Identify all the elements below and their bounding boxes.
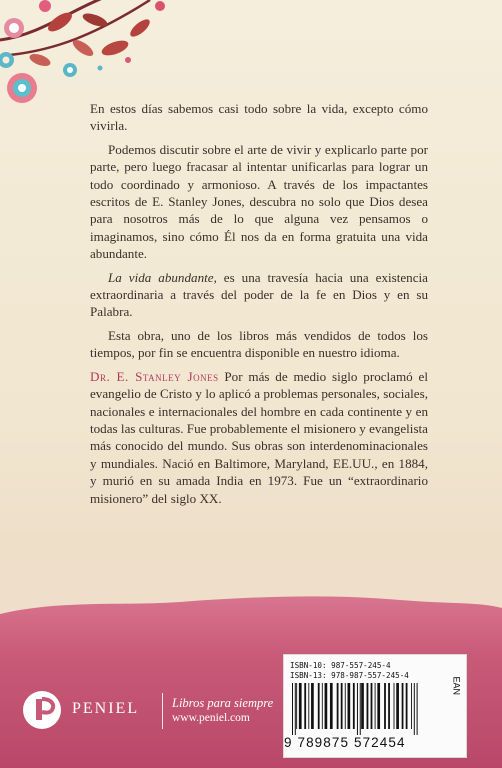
barcode-bars [290,683,450,735]
paragraph-book-title-rest: , es una travesía hacia una existencia extraordinaria a través del poder de la fe en Dios y en su Palabra. [90,269,428,320]
barcode-label [283,654,467,758]
paragraph-book-title [90,269,428,321]
paragraph-bestseller: Esta obra, uno de los libros más vendidos de todos los tiempos, por fin se encuentra disponible en nuestro idioma. [90,327,428,361]
publisher-name: PENIEL [72,700,140,717]
author-bio [90,368,428,507]
floral-decoration [0,0,180,115]
paragraph-intro: En estos días sabemos casi todo sobre la vida, excepto cómo vivirla. [90,101,428,134]
ean-label: EAN [452,676,462,695]
publisher-website: www.peniel.com [172,712,250,724]
book-title: La vida abundante [108,269,214,285]
paragraph-art-of-living: Podemos discutir sobre el arte de vivir y explicarlo parte por parte, pero luego fracasar al intentar unificarlas para lograr un todo coordinado y armonioso. A través de los impactantes escritos de E. Stanley Jones, descubra no solo que Dios desea para nosotros más de lo que alguna vez pensamos o imaginamos, sino cómo Él nos da en forma gratuita una vida abundante. [90,141,428,262]
author-name: Dr. E. Stanley Jones [90,368,219,384]
publisher-tagline: Libros para siempre [172,696,274,710]
barcode-digits: 9 789875 572454 [284,735,406,750]
isbn-10: ISBN-10: 987-557-245-4 [290,661,391,670]
publisher-divider [162,693,163,729]
isbn-13: ISBN-13: 978-987-557-245-4 [290,671,409,680]
back-cover-text [90,100,428,513]
author-bio-text: Por más de medio siglo proclamó el evangelio de Cristo y lo aplicó a problemas personales, sociales, nacionales e internacionales del hombre en cada continente y en todas las culturas. Fue probablemente el misionero y evangelista más conocido del mundo. Sus obras son interdenominacionales y mundiales. Nació en Baltimore, Maryland, EE.UU., en 1884, y murió en su amada India en 1973. Fue un “extraordinario misionero” del siglo XX. [90,368,428,506]
peniel-logo-icon [22,690,62,730]
